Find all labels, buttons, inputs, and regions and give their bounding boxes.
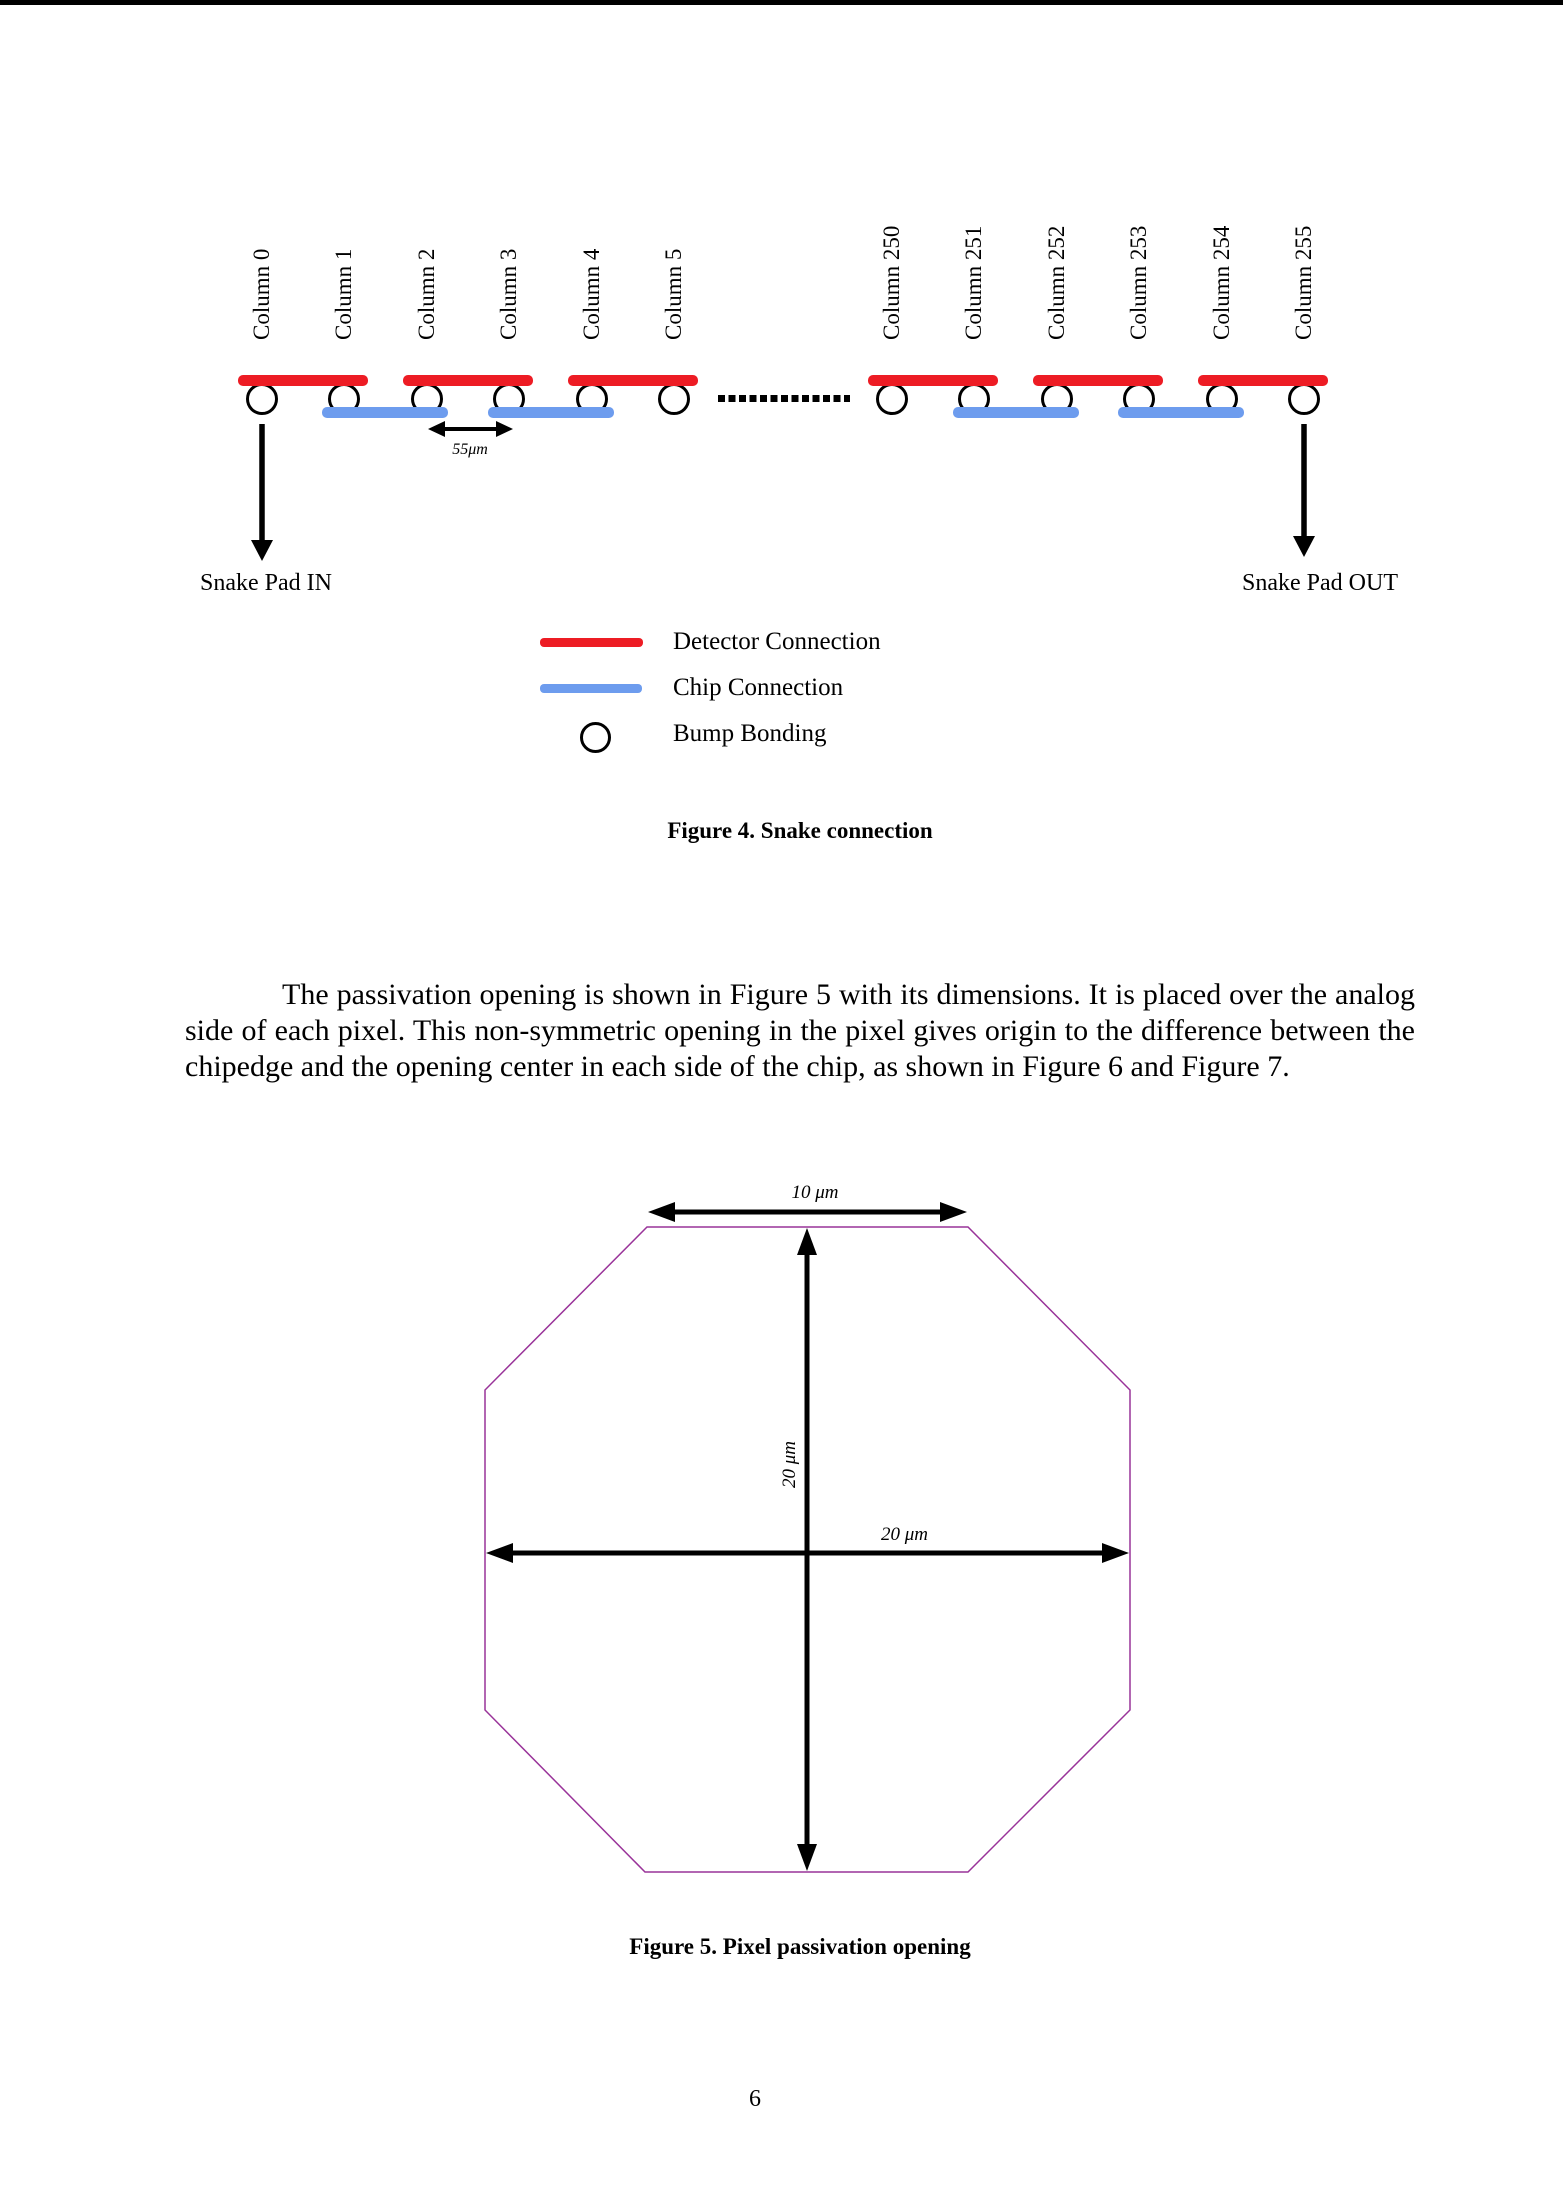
bump-bond-circle <box>876 383 908 415</box>
detector-connection-bar <box>868 375 998 386</box>
chip-connection-bar <box>953 407 1079 418</box>
column-label: Column 5 <box>661 248 686 340</box>
continuation-dots <box>718 395 850 402</box>
pitch-dimension-arrow <box>428 421 513 437</box>
chip-connection-bar <box>322 407 448 418</box>
column-label: Column 4 <box>579 248 604 340</box>
detector-connection-swatch <box>540 638 643 647</box>
page-scan-edge <box>0 0 1563 5</box>
height-arrow <box>797 1228 817 1871</box>
height-arrowhead-top <box>797 1228 817 1255</box>
bump-bond-circle <box>658 383 690 415</box>
column-label: Column 255 <box>1291 225 1316 340</box>
column-label: Column 3 <box>496 248 521 340</box>
snake-pad-in-arrowhead <box>251 540 273 561</box>
column-label: Column 251 <box>961 225 986 340</box>
column-label: Column 250 <box>879 225 904 340</box>
bump-bond-circle <box>1288 383 1320 415</box>
height-dimension-label: 20 μm <box>779 1440 800 1488</box>
page-number: 6 <box>749 2086 761 2112</box>
detector-connection-bar <box>238 375 368 386</box>
column-label: Column 1 <box>331 248 356 340</box>
column-label: Column 252 <box>1044 225 1069 340</box>
column-label: Column 2 <box>414 248 439 340</box>
top-width-arrowhead-left <box>648 1202 675 1222</box>
bump-bonding-swatch <box>580 722 611 753</box>
top-width-dimension-label: 10 μm <box>791 1182 839 1203</box>
snake-pad-out-arrowhead <box>1293 536 1315 557</box>
height-arrowhead-bottom <box>797 1844 817 1871</box>
bump-bond-circle <box>246 383 278 415</box>
figure5-caption: Figure 5. Pixel passivation opening <box>629 1934 971 1959</box>
column-label: Column 0 <box>249 248 274 340</box>
detector-connection-bar <box>403 375 533 386</box>
snake-pad-in-label: Snake Pad IN <box>200 570 332 596</box>
column-label: Column 254 <box>1209 225 1234 340</box>
body-paragraph: The passivation opening is shown in Figure 5 with its dimensions. It is placed over the analog side of each pixel. This non-symmetric opening in the pixel gives origin to the difference between the chipedge and the opening center in each side of the chip, as shown in Figure 6 and Figure 7. <box>185 978 1415 1083</box>
width-arrowhead-left <box>486 1543 513 1563</box>
legend-label-bump: Bump Bonding <box>673 720 827 747</box>
top-width-arrowhead-right <box>940 1202 967 1222</box>
width-arrowhead-right <box>1102 1543 1129 1563</box>
column-label: Column 253 <box>1126 225 1151 340</box>
top-width-arrow <box>648 1202 967 1222</box>
chip-connection-swatch <box>540 684 642 693</box>
snake-pad-out-arrow <box>1293 424 1315 557</box>
width-dimension-label: 20 μm <box>881 1524 929 1545</box>
pitch-dimension-label: 55μm <box>452 441 488 458</box>
detector-connection-bar <box>1198 375 1328 386</box>
detector-connection-bar <box>1033 375 1163 386</box>
snake-pad-out-label: Snake Pad OUT <box>1242 570 1398 596</box>
snake-pad-in-arrow <box>251 424 273 561</box>
chip-connection-bar <box>488 407 614 418</box>
pitch-arrowhead-left <box>428 421 445 437</box>
pitch-arrowhead-right <box>496 421 513 437</box>
legend-label-detector: Detector Connection <box>673 628 881 655</box>
figure4-caption: Figure 4. Snake connection <box>667 818 933 843</box>
legend-label-chip: Chip Connection <box>673 674 844 701</box>
detector-connection-bar <box>568 375 698 386</box>
width-arrow <box>486 1543 1129 1563</box>
octagon-outline <box>485 1227 1130 1872</box>
chip-connection-bar <box>1118 407 1244 418</box>
